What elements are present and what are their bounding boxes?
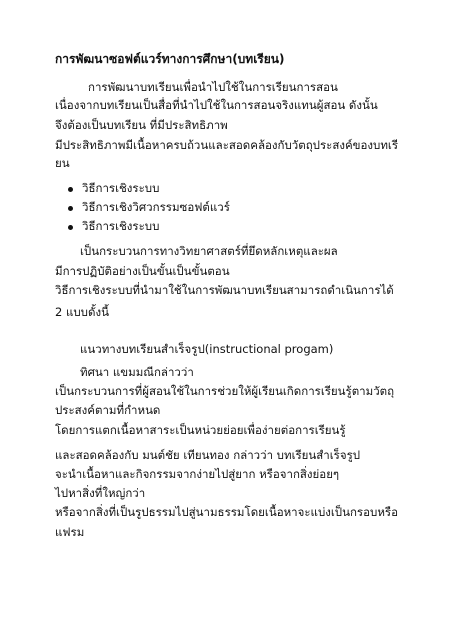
body-line: แฟรม xyxy=(55,525,85,539)
body-line: 2 แบบดั้งนี้ xyxy=(55,305,109,319)
body-line: วิธีการเชิงระบบที่นำมาใช้ในการพัฒนาบทเรียนสามารถดำเนินการได้ xyxy=(55,283,394,297)
bullet-icon xyxy=(68,187,73,192)
body-line: โดยการแตกเนื้อหาสาระเป็นหน่วยย่อยเพื่อง่ายต่อการเรียนรู้ xyxy=(55,423,346,437)
intro-line: เนื่องจากบทเรียนเป็นสื่อที่นำไปใช้ในการสอนจริงแทนผู้สอน ดังนั้น xyxy=(55,98,378,112)
body-line: หรือจากสิ่งที่เป็นรูปธรรมไปสู่นามธรรมโดยเนื้อหาจะแบ่งเป็นกรอบหรือ xyxy=(55,505,398,519)
intro-line: การพัฒนาบทเรียนเพื่อนำไปใช้ในการเรียนการสอน xyxy=(88,80,338,94)
body-line: เป็นกระบวนการที่ผู้สอนใช้ในการช่วยให้ผู้เรียนเกิดการเรียนรู้ตามวัตถุ xyxy=(55,384,395,398)
intro-line: ยน xyxy=(55,156,70,170)
body-line: ทิศนา แขมมณีกล่าวว่า xyxy=(80,365,194,379)
body-line: เป็นกระบวนการทางวิทยาศาสตร์ที่ยึดหลักเหตุและผล xyxy=(80,244,338,258)
document-title: การพัฒนาซอฟต์แวร์ทางการศึกษา(บทเรียน) xyxy=(55,52,285,66)
bullet-item: วิธีการเชิงวิศวกรรมซอฟต์แวร์ xyxy=(82,200,230,214)
body-line: จะนำเนื้อหาและกิจกรรมจากง่ายไปสู่ยาก หรือจากสิ่งย่อยๆ xyxy=(55,467,340,481)
body-line: มีการปฏิบัติอย่างเป็นขั้นเป็นขั้นตอน xyxy=(55,264,230,278)
bullet-icon xyxy=(68,206,73,211)
intro-line: มีประสิทธิภาพมีเนื้อหาครบถ้วนและสอดคล้องกับวัตถุประสงค์ของบทเรี xyxy=(55,138,399,152)
body-line: ประสงค์ตามที่กำหนด xyxy=(55,403,161,417)
body-line: และสอดคล้องกับ มนต์ชัย เทียนทอง กล่าวว่า บทเรียนสำเร็จรูป xyxy=(55,448,361,462)
section-heading: แนวทางบทเรียนสำเร็จรูป(instructional progam) xyxy=(80,342,334,356)
body-line: ไปหาสิ่งที่ใหญ่กว่า xyxy=(55,486,146,500)
bullet-item: วิธีการเชิงระบบ xyxy=(82,219,160,233)
bullet-icon xyxy=(68,225,73,230)
intro-line: จึงต้องเป็นบทเรียน ที่มีประสิทธิภาพ xyxy=(55,118,228,132)
bullet-item: วิธีการเชิงระบบ xyxy=(82,181,160,195)
